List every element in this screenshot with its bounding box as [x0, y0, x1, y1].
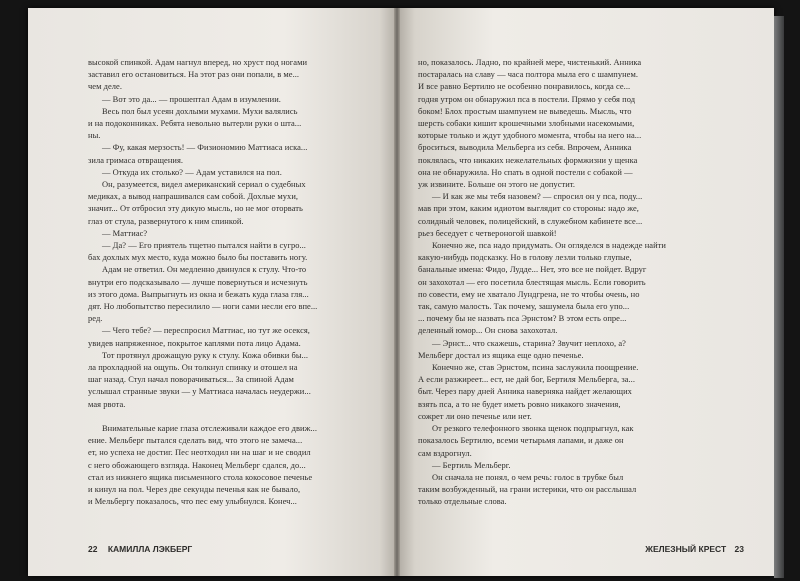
book-spread [28, 8, 774, 576]
text-line: стал из нижнего ящика письменного стола кокосовое печенье [88, 471, 313, 482]
text-line: бах дохлых мух место, куда можно было бы поставить ногу. [88, 252, 308, 263]
text-line: и Мельбергу показалось, что пес ему улыбнулся. Конеч... [88, 496, 297, 507]
right-page [400, 8, 774, 576]
text-line: И все равно Бертилю не особенно понравилось, когда се... [418, 81, 631, 92]
text-line: дят. Но любопытство пересилило — ноги сами несли его впе... [88, 301, 318, 312]
text-line: так, самую малость. Так почему, зашумела была его упо... [418, 301, 630, 312]
text-line: но, показалось. Ладно, по крайней мере, чистенький. Анника [418, 57, 642, 67]
text-line: Он, разумеется, видел американский сериал о судебных [102, 179, 306, 190]
text-line: он захохотал — его посетила блестящая мысль. Если говорить [418, 276, 646, 287]
text-line: годня утром он обнаружил пса в постели. Прямо у себя под [418, 93, 636, 104]
text-line: медиках, а вывод напрашивался сам собой. Дохлые мухи, [88, 191, 299, 202]
text-line: шерсть собаки кишит крошечными злобными насекомыми, [418, 118, 635, 129]
text-line: из этого дома. Выпрыгнуть из окна и бежать куда глаза гля... [88, 288, 309, 299]
right-page-footer [645, 544, 744, 554]
text-line: таким возбужденный, на грани истерики, что он расслышал [418, 484, 637, 495]
text-line: Он сначала не понял, о чем речь: голос в трубке был [432, 471, 624, 482]
text-line: броситься, выводила Мельберга из себя. Впрочем, Анника [418, 142, 632, 153]
text-line: — Вот это да... — прошептал Адам в изумлении. [102, 93, 281, 104]
text-line: и на подоконниках. Ребята невольно вытерли руки о шта... [88, 118, 302, 129]
text-line: Тот протянул дрожащую руку к стулу. Кожа обивки бы... [102, 349, 309, 360]
running-head-author: КАМИЛЛА ЛЭКБЕРГ [107, 544, 193, 554]
text-line: банальные имена: Фидо, Лудде... Нет, это все не пойдет. Вдруг [418, 264, 647, 275]
text-line: Конечно же, став Эрнстом, псина заслужила поощрение. [432, 362, 639, 373]
text-line: мав при этом, каким идиотом выглядит со стороны: надо же, [418, 203, 639, 214]
text-line: Весь пол был усеян дохлыми мухами. Мухи валялись [102, 105, 298, 116]
text-line: постаралась на славу — часа полтора мыла его с шампунем. [418, 69, 639, 80]
text-line: взять пса, а то не будет иметь ровно никакого значения, [418, 398, 621, 409]
text-line: От резкого телефонного звонка щенок подпрыгнул, как [432, 423, 634, 434]
text-line: рьез беседует с четвероногой шавкой! [418, 227, 557, 238]
text-line: — И как же мы тебя назовем? — спросил он у пса, поду... [432, 191, 643, 202]
text-line: — Фу, какая мерзость! — Физиономию Маттиаса иска... [102, 142, 308, 153]
text-line: какую-нибудь подсказку. Но в голову лезли только глупые, [418, 252, 632, 263]
page-number: 22 [88, 544, 98, 554]
text-line: — Откуда их столько? — Адам уставился на пол. [102, 166, 282, 177]
text-line: с него обожающего взгляда. Наконец Мельберг сдался, до... [88, 459, 306, 470]
text-line: по совести, ему не хватало Лундгрена, не то чтобы очень, но [418, 288, 640, 299]
text-line: быт. Через пару дней Анника наверняка найдет желающих [418, 386, 632, 397]
text-line: только отдельные слова. [418, 496, 507, 507]
text-line: мая рвота. [88, 398, 126, 409]
text-line: ение. Мельберг пытался сделать вид, что этого не замеча... [88, 435, 303, 446]
text-line: сожрет ли оно печенье или нет. [418, 410, 532, 421]
text-line: она не обнаружила. Но спать в одной постели с собакой — [418, 166, 633, 177]
text-line: — Да? — Его приятель тщетно пытался найти в сугро... [102, 240, 306, 251]
text-line: — Бертиль Мельберг. [432, 459, 511, 470]
text-line: внутри его подсказывало — лучше повернуться и исчезнуть [88, 276, 308, 287]
text-line: чем деле. [88, 81, 122, 92]
page-number: 23 [734, 544, 744, 554]
text-line: уж извините. Больше он этого не допустит. [418, 179, 576, 190]
right-page-text [418, 56, 714, 508]
page-edge-shadow [774, 16, 784, 578]
text-line: — Маттиас? [102, 227, 148, 238]
text-line: ... почему бы не назвать пса Эрнстом? В этом есть опре... [418, 313, 627, 324]
text-line: — Эрнст... что скажешь, старина? Звучит неплохо, а? [432, 337, 626, 348]
text-line: деленный юмор... Он снова захохотал. [418, 325, 558, 336]
text-line: шаг назад. Стул начал поворачиваться... За спиной Адам [88, 374, 294, 385]
text-line: высокой спинкой. Адам нагнул вперед, но хруст под ногами [88, 57, 308, 67]
running-head-title: ЖЕЛЕЗНЫЙ КРЕСТ [645, 544, 727, 554]
left-page [28, 8, 394, 576]
text-line: боком! Блох простым шампунем не выведешь. Мысль, что [418, 105, 632, 116]
text-line: которые только и ждут удобного момента, чтобы на него на... [418, 130, 642, 141]
text-line: увидев напряженное, покрытое каплями пота лицо Адама. [88, 337, 301, 348]
left-page-text [88, 56, 376, 507]
text-line: услышал странные звуки — у Маттиаса началась неудержи... [88, 386, 311, 397]
text-line: заставил его остановиться. На этот раз они попали, в ме... [88, 69, 300, 80]
text-line: А если разжиреет... ест, не дай бог, Бертиля Мельберга, за... [418, 374, 635, 385]
text-line: ла прохладной на ощупь. Он толкнул спинку и отошел на [88, 362, 298, 373]
text-line: сам вздрогнул. [418, 447, 472, 458]
left-page-footer [88, 544, 192, 554]
text-line: глаз от стула, развернутого к ним спинкой. [88, 215, 244, 226]
text-line: Внимательные карие глаза отслеживали каждое его движ... [102, 422, 317, 433]
text-line: Конечно же, пса надо придумать. Он огляделся в надежде найти [432, 240, 666, 251]
text-line: ред. [88, 313, 103, 324]
text-line: поклялась, что никаких нежелательных формжизни у щенка [418, 154, 638, 165]
text-line: солидный человек, полицейский, в служебном кабинете все... [418, 215, 643, 226]
text-line: Мельберг достал из ящика еще одно печенье. [418, 349, 584, 360]
text-line: зила гримаса отвращения. [88, 154, 184, 165]
text-line: и кинул на пол. Через две секунды печенья как не бывало, [88, 483, 301, 494]
text-line: ет, но успеха не достиг. Пес неотходил ни на шаг и не сводил [88, 447, 311, 458]
text-line: Адам не ответил. Он медленно двинулся к стулу. Что-то [102, 264, 307, 275]
text-line: показалось Бертилю, всеми четырьмя лапами, и даже он [418, 435, 624, 446]
text-line: — Чего тебе? — переспросил Маттиас, но тут же осекся, [102, 325, 310, 336]
text-line: значит... От отбросил эту дикую мысль, но не мог оторвать [88, 203, 303, 214]
text-line: ны. [88, 130, 101, 141]
